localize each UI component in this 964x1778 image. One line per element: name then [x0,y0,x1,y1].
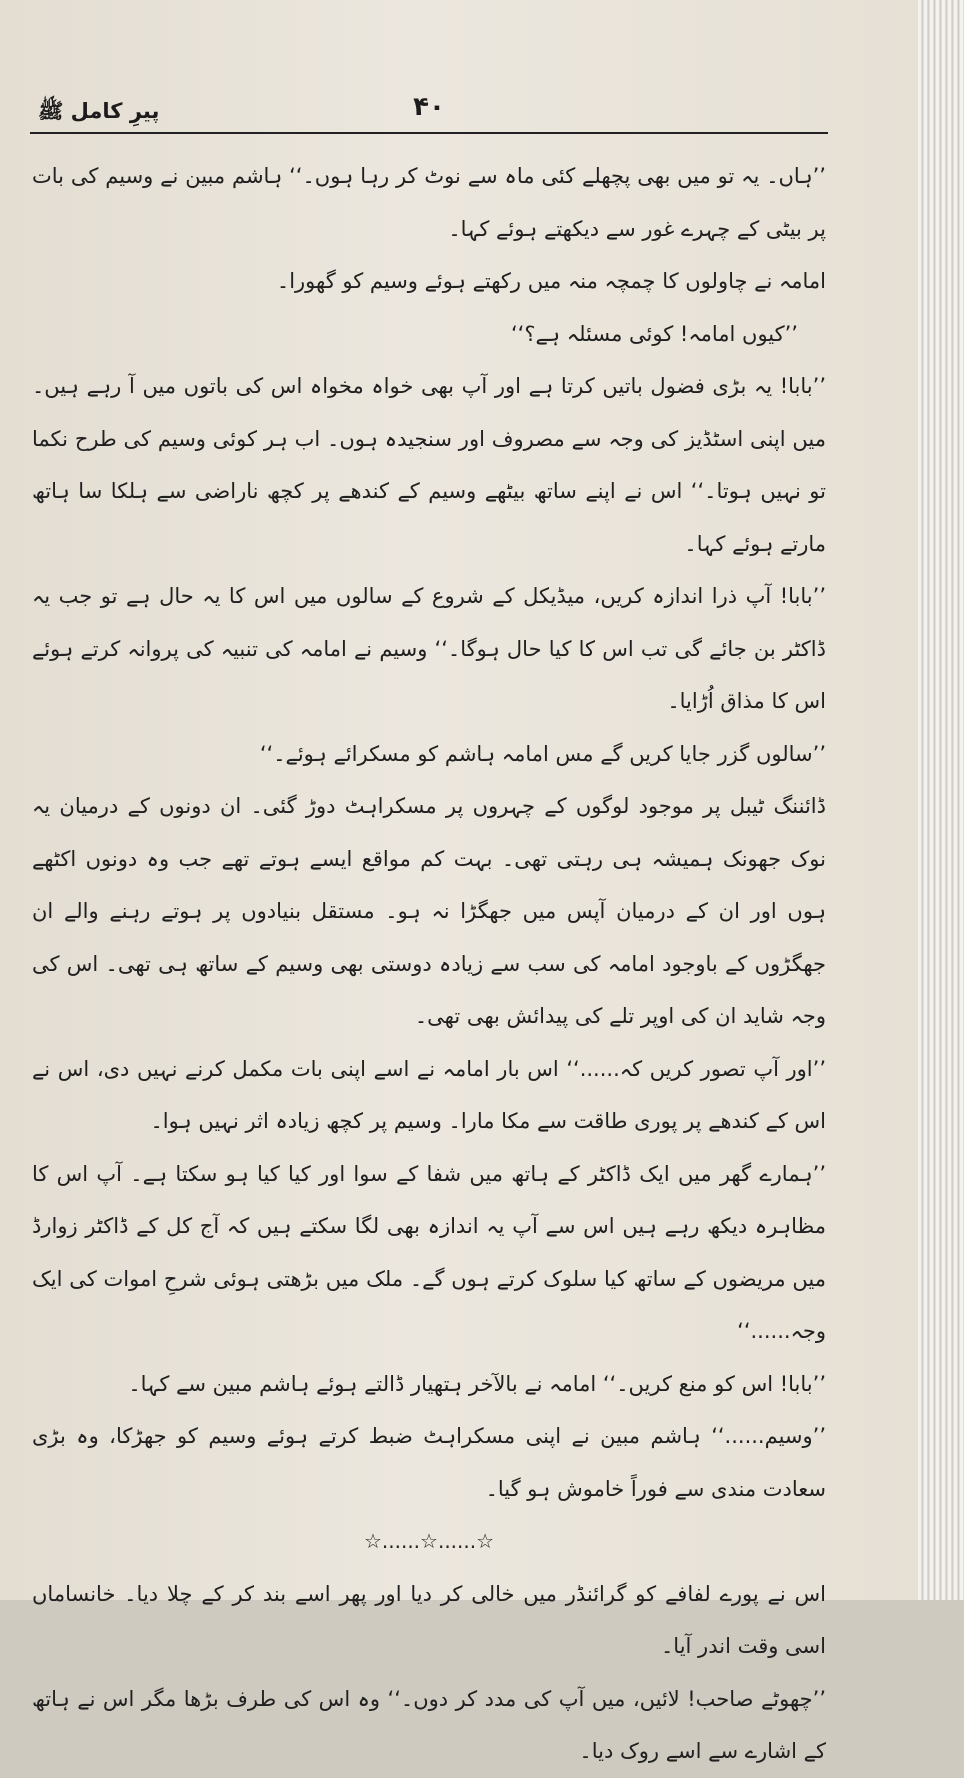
paragraph: ’’کیوں امامہ! کوئی مسئلہ ہے؟‘‘ [511,321,798,346]
page-body [32,150,826,1778]
paragraph: ’’بابا! اس کو منع کریں۔‘‘ امامہ نے بالآخر ہتھیار ڈالتے ہوئے ہاشم مبین سے کہا۔ [128,1371,826,1396]
book-title: پیرِ کامل ﷺ [38,99,160,123]
paragraph: ڈائننگ ٹیبل پر موجود لوگوں کے چہروں پر مسکراہٹ دوڑ گئی۔ ان دونوں کے درمیان یہ نوک جھونک ہمیشہ ہی رہتی تھی۔ بہت کم مواقع ایسے ہوتے تھے جب وہ دونوں اکٹھے ہوں اور ان کے درمیان آپس میں جھگڑا نہ ہو۔ مستقل بنیادوں پر ہوتے رہنے والے ان جھگڑوں کے باوجود امامہ کی سب سے زیادہ دوستی بھی وسیم کے ساتھ ہی تھی۔ اس کی وجہ شاید ان کی اوپر تلے کی پیدائش بھی تھی۔ [32,794,826,1028]
paragraph: امامہ نے چاولوں کا چمچہ منہ میں رکھتے ہوئے وسیم کو گھورا۔ [276,269,826,293]
page-header [30,88,828,134]
paragraph: اس نے پورے لفافے کو گرائنڈر میں خالی کر دیا اور پھر اسے بند کر کے چلا دیا۔ خانساماں اسی وقت اندر آیا۔ [32,1581,826,1658]
page-stack-edge [918,0,964,1600]
paragraph: ’’ہاں۔ یہ تو میں بھی پچھلے کئی ماہ سے نوٹ کر رہا ہوں۔‘‘ ہاشم مبین نے وسیم کی بات پر بیٹی کے چہرے غور سے دیکھتے ہوئے کہا۔ [32,164,826,241]
section-separator: ☆......☆......☆ [363,1529,495,1553]
paragraph: ’’بابا! یہ بڑی فضول باتیں کرتا ہے اور آپ بھی خواہ مخواہ اس کی باتوں میں آ رہے ہیں۔ میں اپنی اسٹڈیز کی وجہ سے مصروف اور سنجیدہ ہوں۔ اب ہر کوئی وسیم کی طرح نکما تو نہیں ہوتا۔‘‘ اس نے اپنے ساتھ بیٹھے وسیم کے کندھے پر کچھ ناراضی سے ہلکا سا ہاتھ مارتے ہوئے کہا۔ [32,374,826,556]
paragraph: ’’چھوٹے صاحب! لائیں، میں آپ کی مدد کر دوں۔‘‘ وہ اس کی طرف بڑھا مگر اس نے ہاتھ کے اشارے سے اسے روک دیا۔ [32,1686,826,1763]
paragraph: ’’سالوں گزر جایا کریں گے مس امامہ ہاشم کو مسکرائے ہوئے۔‘‘ [259,741,826,766]
paragraph: ’’وسیم......‘‘ ہاشم مبین نے اپنی مسکراہٹ ضبط کرتے ہوئے وسیم کو جھڑکا، وہ بڑی سعادت مندی سے فوراً خاموش ہو گیا۔ [32,1424,826,1501]
paragraph: ’’اور آپ تصور کریں کہ......‘‘ اس بار امامہ نے اسے اپنی بات مکمل کرنے نہیں دی، اس نے اس کے کندھے پر پوری طاقت سے مکا مارا۔ وسیم پر کچھ زیادہ اثر نہیں ہوا۔ [32,1056,826,1133]
page-number: ۴۰ [413,92,445,122]
paragraph: ’’بابا! آپ ذرا اندازہ کریں، میڈیکل کے شروع کے سالوں میں اس کا یہ حال ہے تو جب یہ ڈاکٹر بن جائے گی تب اس کا کیا حال ہوگا۔‘‘ وسیم نے امامہ کی تنبیہ کی پروانہ کرتے ہوئے اس کا مذاق اُڑایا۔ [32,584,826,713]
paragraph: ’’ہمارے گھر میں ایک ڈاکٹر کے ہاتھ میں شفا کے سوا اور کیا کیا ہو سکتا ہے۔ آپ اس کا مظاہرہ دیکھ رہے ہیں اس سے آپ یہ اندازہ بھی لگا سکتے ہیں کہ آج کل کے ڈاکٹر زوارڈ میں مریضوں کے ساتھ کیا سلوک کرتے ہوں گے۔ ملک میں بڑھتی ہوئی شرحِ اموات کی ایک وجہ......‘‘ [32,1161,826,1343]
